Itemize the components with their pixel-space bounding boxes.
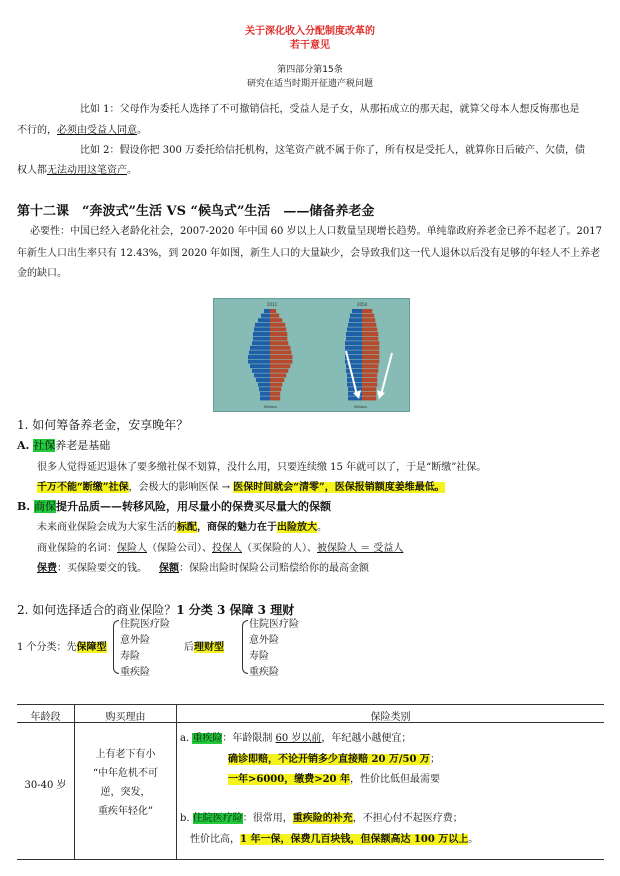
example-2-line2: 权人都无法动用这笔资产。 bbox=[17, 165, 137, 176]
pyramid-bar-male bbox=[345, 346, 362, 350]
pyramid-bar-male bbox=[248, 360, 270, 364]
q2-title: 2. 如何选择适合的商业保险？1 分类 3 保障 3 理财 bbox=[17, 603, 295, 617]
example-1-line1: 比如 1：父母作为委托人选择了不可撤销信托，受益人是子女，从那拓成立的那天起，就算父母本人想反悔那也是 bbox=[80, 104, 580, 115]
pyramid-bar-male bbox=[347, 327, 362, 331]
pyramid-bar-female bbox=[270, 392, 280, 396]
doc-subheader-2: 研究在适当时期开征遗产税问题 bbox=[246, 79, 373, 89]
q1-title: 1. 如何筹备养老金，安享晚年？ bbox=[17, 418, 189, 432]
right-brace bbox=[242, 620, 248, 674]
pyramid-bar-female bbox=[362, 360, 379, 364]
population-pyramid-figure bbox=[213, 298, 410, 412]
pyramid-bar-male bbox=[252, 369, 270, 373]
pyramid-bar-male bbox=[253, 337, 270, 341]
lesson-paragraph-line2: 年新生人口出生率只有 12.43%，到 2020 年如图，新生人口的大量缺少，会导致我们这一代人退休以后没有足够的年轻人不上养老 bbox=[17, 248, 601, 259]
pyramid-bar-female bbox=[362, 392, 376, 396]
list-item: 寿险 bbox=[249, 651, 269, 662]
pyramid-bar-male bbox=[346, 332, 362, 336]
q1-b-paragraph1: 未来商业保险会成为大家生活的标配，商保的魅力在于出险放大。 bbox=[37, 522, 327, 533]
table-row-b-line2: 性价比高，1 年一保，保费几百块钱，但保额高达 100 万以上。 bbox=[190, 834, 479, 845]
pyramid-bar-male bbox=[349, 318, 362, 322]
lesson-paragraph-line3: 金的缺口。 bbox=[17, 268, 67, 279]
pyramid-bar-female bbox=[270, 369, 288, 373]
q1-b-paragraph2: 商业保险的名词：保险人（保险公司）、投保人（买保险的人）、被保险人 ＝ 受益人 bbox=[37, 543, 404, 554]
list-item: 寿险 bbox=[120, 651, 140, 662]
table-bottom-rule bbox=[17, 859, 604, 860]
pyramid-bar-female bbox=[270, 383, 282, 387]
pyramid-bar-female bbox=[362, 323, 376, 327]
pyramid-left-year: 2011 bbox=[267, 302, 278, 307]
q1-b-paragraph3: 保费：买保险要交的钱。 保额：保险出险时保险公司赔偿给你的最高金额 bbox=[37, 563, 369, 574]
table-reason-cell: 上有老下有小 “中年危机不可 逆，突发， 重疾年轻化” bbox=[92, 749, 159, 817]
pyramid-bar-female bbox=[270, 341, 288, 345]
pyramid-bar-female bbox=[362, 314, 374, 318]
list-item: 重疾险 bbox=[120, 667, 150, 678]
doc-header-line2: 若干意见 bbox=[290, 40, 330, 51]
pyramid-left-axis: Millions bbox=[264, 405, 278, 409]
list-item: 重疾险 bbox=[249, 667, 279, 678]
pyramid-bar-female bbox=[270, 323, 285, 327]
pyramid-bar-female bbox=[362, 332, 378, 336]
pyramid-bar-male bbox=[348, 396, 362, 400]
q1-a-paragraph2: 千万不能“断缴”社保，会极大的影响医保 → 医保时间就会“清零”，医保报销额度姜维最低。 bbox=[37, 482, 445, 493]
pyramid-bar-female bbox=[362, 327, 377, 331]
doc-header-line1: 关于深化收入分配制度改革的 bbox=[245, 26, 375, 37]
pyramid-bar-male bbox=[254, 373, 270, 377]
pyramid-bar-male bbox=[346, 364, 362, 368]
q2-list-left bbox=[120, 617, 170, 681]
list-item: 意外险 bbox=[249, 635, 279, 646]
table-row-a-line1: a. 重疾险：年龄限制 60 岁以前，年纪越小越便宜； bbox=[180, 733, 412, 744]
list-item: 住院医疗险 bbox=[249, 619, 299, 630]
pyramid-bar-female bbox=[362, 369, 378, 373]
pyramid-bar-male bbox=[346, 369, 362, 373]
pyramid-bar-female bbox=[270, 396, 280, 400]
pyramid-bar-male bbox=[264, 309, 270, 313]
pyramid-bar-female bbox=[362, 341, 379, 345]
pyramid-bar-female bbox=[362, 373, 377, 377]
table-row-b-line1: b. 住院医疗险：很常用，重疾险的补充，不担心付不起医疗费； bbox=[180, 813, 463, 824]
pyramid-right-year: 2050 bbox=[357, 302, 368, 307]
table-col-divider-2 bbox=[176, 704, 177, 860]
pyramid-bar-female bbox=[362, 318, 375, 322]
pyramid-bar-male bbox=[249, 350, 270, 354]
pyramid-bar-male bbox=[345, 341, 362, 345]
q1-a-paragraph1: 很多人觉得延迟退休了要多缴社保不划算，没什么用，只要连续缴 15 年就可以了，于是“断缴”社保。 bbox=[37, 462, 487, 473]
population-pyramid-svg bbox=[214, 299, 409, 411]
pyramid-bar-male bbox=[350, 314, 362, 318]
pyramid-bar-female bbox=[362, 350, 379, 354]
pyramid-bar-female bbox=[270, 332, 287, 336]
pyramid-bar-female bbox=[270, 355, 292, 359]
pyramid-bar-female bbox=[362, 355, 379, 359]
list-item: 住院医疗险 bbox=[120, 619, 170, 630]
lesson-paragraph-line1: 必要性：中国已经入老龄化社会，2007-2020 年中国 60 岁以上人口数量呈现增长趋势。单纯靠政府养老金已养不起老了。2017 bbox=[30, 226, 602, 237]
pyramid-bar-female bbox=[270, 346, 290, 350]
pyramid-bar-female bbox=[362, 387, 376, 391]
left-brace bbox=[113, 620, 119, 674]
pyramid-bar-female bbox=[270, 350, 291, 354]
pyramid-bar-female bbox=[362, 396, 376, 400]
q2-category-line: 1 个分类：先保障型 bbox=[17, 642, 107, 653]
pyramid-bar-male bbox=[253, 332, 270, 336]
table-header-category: 保险类别 bbox=[370, 712, 411, 723]
doc-subheader-1: 第四部分第15条 bbox=[277, 65, 343, 75]
pyramid-bar-female bbox=[270, 318, 282, 322]
pyramid-bar-female bbox=[270, 373, 286, 377]
pyramid-bar-male bbox=[258, 318, 270, 322]
table-row-a-line3: 一年>6000，缴费>20 年，性价比低但最需要 bbox=[228, 774, 440, 785]
pyramid-bar-male bbox=[352, 309, 362, 313]
q1-b-heading: B. 商保提升品质——转移风险，用尽量小的保费买尽量大的保额 bbox=[17, 500, 331, 513]
pyramid-bar-female bbox=[270, 360, 292, 364]
table-header-age: 年龄段 bbox=[30, 712, 61, 723]
pyramid-bar-female bbox=[362, 378, 377, 382]
pyramid-right-axis: Millions bbox=[354, 405, 368, 409]
pyramid-bar-female bbox=[362, 309, 372, 313]
table-top-rule bbox=[17, 704, 604, 705]
pyramid-bar-male bbox=[258, 383, 270, 387]
pyramid-bar-male bbox=[248, 355, 270, 359]
pyramid-bar-female bbox=[270, 309, 276, 313]
pyramid-bar-male bbox=[260, 392, 270, 396]
q2-list-right bbox=[249, 617, 299, 681]
pyramid-bar-female bbox=[270, 378, 284, 382]
example-2-line1: 比如 2：假设你把 300 万委托给信托机构，这笔资产就不属于你了，所有权是受托人，就算你日后破产、欠债，债 bbox=[80, 145, 585, 156]
pyramid-bar-female bbox=[362, 383, 377, 387]
table-header-reason: 购买理由 bbox=[105, 712, 146, 723]
list-item: 意外险 bbox=[120, 635, 150, 646]
pyramid-bar-male bbox=[260, 396, 270, 400]
pyramid-bar-female bbox=[362, 337, 378, 341]
lesson-title: 第十二课 “奔波式”生活 VS “候鸟式”生活 ——储备养老金 bbox=[17, 204, 375, 219]
pyramid-bar-female bbox=[362, 364, 378, 368]
pyramid-bar-male bbox=[256, 378, 270, 382]
pyramid-bar-female bbox=[270, 364, 290, 368]
pyramid-bar-male bbox=[250, 346, 270, 350]
pyramid-bar-male bbox=[252, 341, 270, 345]
q2-category-second: 后理财型 bbox=[184, 642, 224, 653]
pyramid-bar-male bbox=[346, 337, 362, 341]
pyramid-bar-male bbox=[255, 323, 270, 327]
pyramid-bar-male bbox=[261, 314, 270, 318]
pyramid-bar-female bbox=[270, 337, 287, 341]
pyramid-bar-male bbox=[254, 327, 270, 331]
pyramid-bar-male bbox=[347, 373, 362, 377]
table-row-a-line2: 确诊即赔，不论开销多少直接赔 20 万/50 万； bbox=[228, 754, 440, 765]
pyramid-bar-female bbox=[362, 346, 379, 350]
pyramid-bar-female bbox=[270, 314, 279, 318]
q1-a-heading: A. 社保养老是基础 bbox=[17, 439, 111, 452]
example-1-line2: 不行的，必须由受益人同意。 bbox=[17, 125, 147, 136]
pyramid-bar-male bbox=[250, 364, 270, 368]
pyramid-bar-male bbox=[259, 387, 270, 391]
pyramid-bar-female bbox=[270, 387, 281, 391]
pyramid-bar-male bbox=[348, 323, 362, 327]
pyramid-bar-female bbox=[270, 327, 286, 331]
table-age-cell: 30-40 岁 bbox=[24, 780, 67, 791]
